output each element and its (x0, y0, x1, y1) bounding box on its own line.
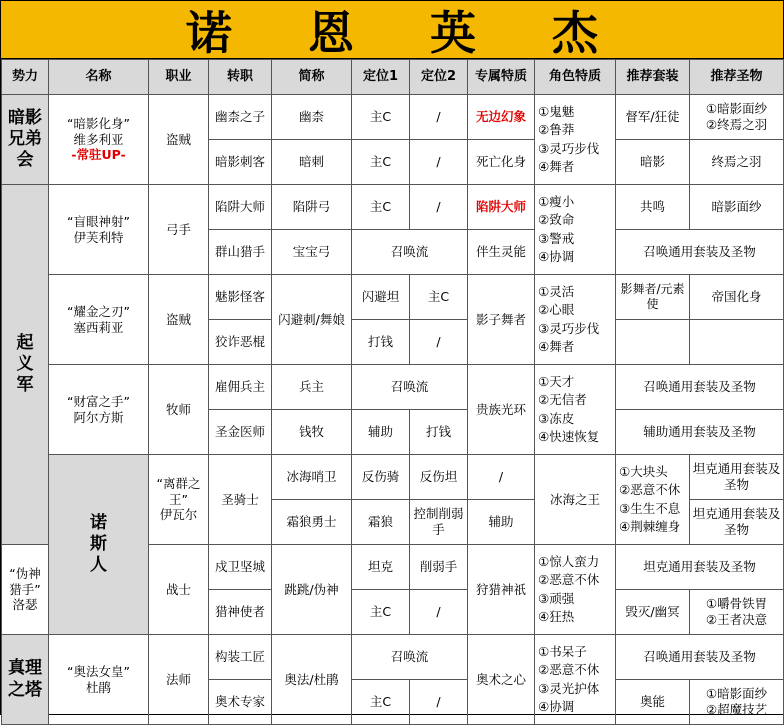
job-cell: 冰海哨卫 (272, 455, 352, 500)
exclusive-cell: 陷阱大师 (468, 185, 535, 230)
hero-name: 洛瑟 (12, 597, 38, 613)
set-merged-cell: 辅助通用套装及圣物 (616, 410, 784, 455)
short-cell: 跳跳/伪神 (272, 545, 352, 635)
pos2-cell: 打钱 (410, 410, 468, 455)
hero-epithet: “离群之王” (156, 476, 201, 507)
pos1-cell: 主C (352, 95, 410, 140)
table-row (2, 455, 784, 500)
pos1-cell: 主C (352, 680, 410, 725)
pos2-cell: / (410, 140, 468, 185)
faction-cell: 真理 之塔 (2, 635, 49, 725)
set-cell: 共鸣 (616, 185, 690, 230)
hero-name: 伊芙利特 (73, 229, 124, 245)
set-merged-cell: 召唤通用套装及圣物 (616, 365, 784, 410)
traits-cell: ①鬼魅 ②鲁莽 ③灵巧步伐 ④舞者 (535, 95, 616, 185)
relic-cell: 暗影面纱 (690, 185, 784, 230)
traits-cell: ①瘦小 ②致命 ③警戒 ④协调 (535, 185, 616, 275)
exclusive-cell: 无边幻象 (468, 95, 535, 140)
exclusive-cell: 奥术之心 (468, 635, 535, 725)
relic-cell: ①暗影面纱 ②终焉之羽 (690, 95, 784, 140)
hero-class: 盗贼 (149, 95, 209, 185)
header-short: 简称 (272, 60, 352, 95)
job-cell: 猎神使者 (209, 590, 272, 635)
header-set: 推荐套装 (616, 60, 690, 95)
exclusive-cell: 影子舞者 (468, 275, 535, 365)
short-cell: 霜狼 (352, 500, 410, 545)
job-cell: 霜狼勇士 (272, 500, 352, 545)
hero-name-cell (49, 275, 149, 365)
traits-cell: ①天才 ②无信者 ③冻皮 ④快速恢复 (535, 365, 616, 455)
hero-name-cell (49, 635, 149, 725)
pos2-cell: 辅助 (468, 500, 535, 545)
hero-class: 弓手 (149, 185, 209, 275)
job-cell: 群山猎手 (209, 230, 272, 275)
short-cell: 闪避刺/舞娘 (272, 275, 352, 365)
pos1-cell: 坦克 (352, 545, 410, 590)
set-cell (616, 320, 690, 365)
job-cell: 幽柰之子 (209, 95, 272, 140)
pos1-cell: 主C (352, 140, 410, 185)
hero-tag: -常驻UP- (71, 147, 126, 163)
traits-cell: ①书呆子 ②恶意不休 ③灵光护体 ④协调 (535, 635, 616, 725)
set-cell: 毁灭/幽冥 (616, 590, 690, 635)
pos2-cell: / (410, 95, 468, 140)
exclusive-cell: 狩猎神祇 (468, 545, 535, 635)
pos1-cell: 辅助 (352, 410, 410, 455)
header-name: 名称 (49, 60, 149, 95)
job-cell: 圣金医师 (209, 410, 272, 455)
hero-class: 盗贼 (149, 275, 209, 365)
hero-epithet: “伪神猎手” (9, 566, 41, 597)
table-row (2, 185, 784, 230)
job-cell: 魅影怪客 (209, 275, 272, 320)
table-row (2, 635, 784, 680)
hero-table (1, 59, 784, 725)
exclusive-cell: 冰海之王 (535, 455, 616, 545)
table-row (2, 275, 784, 320)
hero-epithet: “暗影化身” (67, 116, 130, 132)
relic-cell: ①嚼骨铁胃 ②王者决意 (690, 590, 784, 635)
job-cell: 暗影刺客 (209, 140, 272, 185)
pos1-cell: 主C (352, 185, 410, 230)
short-cell: 暗刺 (272, 140, 352, 185)
set-merged-cell: 坦克通用套装及圣物 (690, 500, 784, 545)
relic-cell: ①暗影面纱 ②超魔技艺 (690, 680, 784, 725)
hero-epithet: “奥法女皇” (67, 663, 130, 679)
pos2-cell: / (468, 455, 535, 500)
exclusive-cell: 死亡化身 (468, 140, 535, 185)
hero-name: 维多利亚 (73, 131, 124, 147)
hero-name-cell (49, 95, 149, 185)
faction-cell: 诺 斯 人 (49, 455, 149, 635)
short-cell: 反伤骑 (352, 455, 410, 500)
pos1-cell: 打钱 (352, 320, 410, 365)
hero-name-cell (49, 185, 149, 275)
pos2-cell: / (410, 680, 468, 725)
set-cell: 督军/狂徒 (616, 95, 690, 140)
pos1-cell: 闪避坦 (352, 275, 410, 320)
relic-cell: 帝国化身 (690, 275, 784, 320)
header-row (2, 60, 784, 95)
header-faction: 势力 (2, 60, 49, 95)
traits-cell: ①惊人蛮力 ②恶意不休 ③顽强 ④狂热 (535, 545, 616, 635)
short-cell: 陷阱弓 (272, 185, 352, 230)
traits-cell: ①灵活 ②心眼 ③灵巧步伐 ④舞者 (535, 275, 616, 365)
set-cell: 暗影 (616, 140, 690, 185)
short-cell: 宝宝弓 (272, 230, 352, 275)
faction-cell: 暗影 兄弟 会 (2, 95, 49, 185)
pos1-cell: 主C (352, 590, 410, 635)
short-cell: 奥法/杜鹃 (272, 635, 352, 725)
pos2-cell: / (410, 185, 468, 230)
header-relic: 推荐圣物 (690, 60, 784, 95)
title-bar (1, 1, 783, 59)
hero-epithet: “财富之手” (67, 393, 130, 409)
hero-name-cell (49, 365, 149, 455)
job-cell: 构装工匠 (209, 635, 272, 680)
exclusive-cell: 贵族光环 (468, 365, 535, 455)
pos1-cell: 控制削弱手 (410, 500, 468, 545)
job-cell: 狡诈恶棍 (209, 320, 272, 365)
hero-class: 战士 (149, 545, 209, 635)
faction-cell: 起 义 军 (2, 185, 49, 545)
traits-cell: ①大块头 ②恶意不休 ③生生不息 ④荆棘缠身 (616, 455, 690, 545)
header-pos1: 定位1 (352, 60, 410, 95)
pos2-cell: 削弱手 (410, 545, 468, 590)
set-cell: 影舞者/元素使 (616, 275, 690, 320)
header-job: 转职 (209, 60, 272, 95)
hero-name: 杜鹃 (85, 679, 111, 695)
hero-name: 塞西莉亚 (73, 319, 124, 335)
short-cell: 幽柰 (272, 95, 352, 140)
set-merged-cell: 召唤通用套装及圣物 (616, 230, 784, 275)
pos2-cell: 主C (410, 275, 468, 320)
short-cell: 钱牧 (272, 410, 352, 455)
pos-merged-cell: 召唤流 (352, 230, 468, 275)
job-cell: 奥术专家 (209, 680, 272, 725)
job-cell: 戍卫坚城 (209, 545, 272, 590)
header-traits: 角色特质 (535, 60, 616, 95)
table-row (2, 365, 784, 410)
pos1-cell: 反伤坦 (410, 455, 468, 500)
relic-cell: 终焉之羽 (690, 140, 784, 185)
page-title: 诺 恩 英 杰 (185, 5, 629, 60)
set-merged-cell: 召唤通用套装及圣物 (616, 635, 784, 680)
hero-class: 牧师 (149, 365, 209, 455)
pos-merged-cell: 召唤流 (352, 365, 468, 410)
pos2-cell: / (410, 590, 468, 635)
hero-epithet: “盲眼神射” (67, 213, 130, 229)
relic-cell (690, 320, 784, 365)
set-cell: 奥能 (616, 680, 690, 725)
set-merged-cell: 坦克通用套装及圣物 (616, 545, 784, 590)
header-pos2: 定位2 (410, 60, 468, 95)
short-cell: 兵主 (272, 365, 352, 410)
hero-name-cell (149, 455, 209, 545)
hero-class: 法师 (149, 635, 209, 725)
set-merged-cell: 坦克通用套装及圣物 (690, 455, 784, 500)
pos2-cell: / (410, 320, 468, 365)
header-class: 职业 (149, 60, 209, 95)
header-exclusive: 专属特质 (468, 60, 535, 95)
job-cell: 陷阱大师 (209, 185, 272, 230)
exclusive-cell: 伴生灵能 (468, 230, 535, 275)
hero-name: 阿尔方斯 (73, 409, 124, 425)
job-cell: 雇佣兵主 (209, 365, 272, 410)
table-row (2, 95, 784, 140)
pos-merged-cell: 召唤流 (352, 635, 468, 680)
hero-epithet: “耀金之刃” (67, 303, 130, 319)
hero-name: 伊瓦尔 (159, 507, 198, 523)
hero-class: 圣骑士 (209, 455, 272, 545)
hero-name-cell (2, 545, 49, 635)
